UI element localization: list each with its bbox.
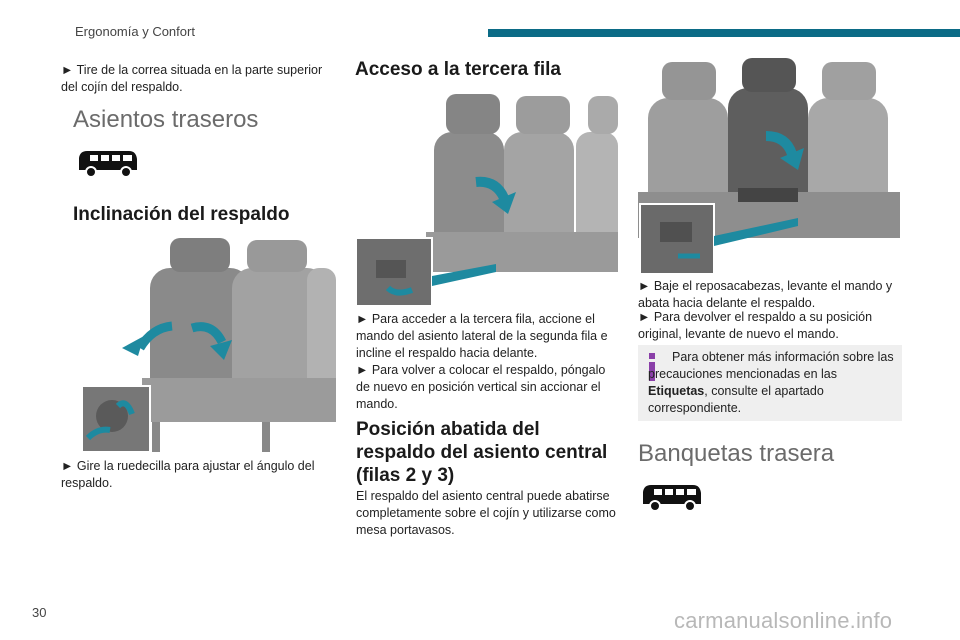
caption-reposacabezas-2: ► Para devolver el respaldo a su posición original, levante de nuevo el mando. <box>638 310 873 341</box>
page-number: 30 <box>32 605 47 620</box>
info-box <box>638 345 902 421</box>
caption-reposacabezas-1: ► Baje el reposacabezas, levante el mando y abata hacia delante el respaldo. <box>638 279 893 310</box>
third-row-access-illustration <box>356 92 618 306</box>
header-accent-bar <box>488 29 960 37</box>
info-text-bold-etiquetas: Etiquetas <box>648 384 705 398</box>
center-seat-fold-illustration <box>638 58 900 274</box>
watermark: carmanualsonline.info <box>674 608 893 633</box>
seat-recline-illustration <box>82 238 336 452</box>
header-section-title: Ergonomía y Confort <box>75 24 195 39</box>
subtitle-inclinacion-respaldo: Inclinación del respaldo <box>73 204 290 225</box>
info-text <box>648 349 896 417</box>
van-icon <box>76 146 140 180</box>
caption-acceso-1: ► Para acceder a la tercera fila, accione el mando del asiento lateral de la segunda fila e incline el respaldo hacia delante. <box>356 312 608 360</box>
intro-text: ► Tire de la correa situada en la parte superior del cojín del respaldo. <box>61 63 323 94</box>
section-title-banquetas: Banquetas trasera <box>638 440 835 467</box>
title-acceso-tercera-fila: Acceso a la tercera fila <box>355 59 561 80</box>
caption-acceso-2: ► Para volver a colocar el respaldo, póngalo de nuevo en posición vertical sin accionar el mando. <box>356 363 606 411</box>
title-posicion-abatida: Posición abatida del respaldo del asiento central (filas 2 y 3) <box>356 419 608 486</box>
van-icon <box>640 480 704 514</box>
caption-ruedecilla: ► Gire la ruedecilla para ajustar el ángulo del respaldo. <box>61 459 315 490</box>
info-text-post: , consulte el apartado correspondiente. <box>648 384 824 415</box>
section-title-asientos-traseros: Asientos traseros <box>73 106 259 133</box>
body-respaldo-central: El respaldo del asiento central puede abatirse completamente sobre el cojín y utilizarse como mesa portavasos. <box>356 489 616 537</box>
info-text-pre: Para obtener más información sobre las precauciones mencionadas en las <box>648 350 894 381</box>
